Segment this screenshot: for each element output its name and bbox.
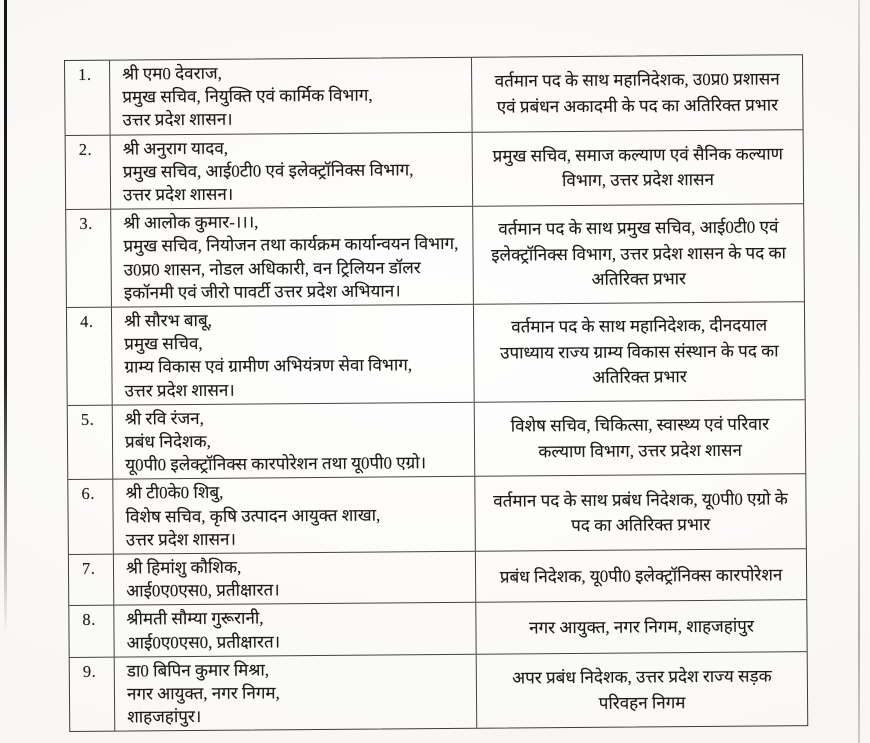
row-number: 9. [70,657,116,731]
officer-details [113,477,476,553]
detail-line: श्री सौरभ बाबू, [123,310,212,331]
detail-line: श्रीमती सौम्या गुरूरानी, [126,608,264,629]
detail-line: श्री हिमांशु कौशिक, [125,557,242,578]
detail-line: प्रमुख सचिव, नियोजन तथा कार्यक्रम कार्यान्वयन विभाग, [123,234,459,256]
detail-line: उ0प्र0 शासन, नोडल अधिकारी, वन ट्रिलियन डॉलर [123,257,421,280]
row-number: 8. [69,606,114,657]
row-number: 7. [69,555,114,606]
table-row [69,549,806,606]
detail-line: नगर आयुक्त, नगर निगम, [126,683,280,704]
table-row [68,475,806,555]
detail-line: शाहजहांपुर। [127,707,202,727]
officer-details [111,207,474,307]
detail-line: उत्तर प्रदेश शासन। [122,110,233,130]
assignment-details: प्रमुख सचिव, समाज कल्याण एवं सैनिक कल्याण विभाग, उत्तर प्रदेश शासन [492,144,783,191]
assignment-details: विशेष सचिव, चिकित्सा, स्वास्थ्य एवं परिवार कल्याण विभाग, उत्तर प्रदेश शासन [510,414,770,461]
detail-line: श्री अनुराग यादव, [122,138,229,159]
assignment-details: वर्तमान पद के साथ महानिदेशक, दीनदयाल उपाध्याय राज्य ग्राम्य विकास संस्थान के पद का अतिरिक्त प्रभार [500,315,779,388]
scan-artifact-left-line [4,0,7,634]
detail-line: प्रमुख सचिव, आई0टी0 एवं इलेक्ट्रॉनिक्स विभाग, [122,160,414,182]
detail-line: आई0ए0एस0, प्रतीक्षारत। [126,631,281,653]
assignment-details: अपर प्रबंध निदेशक, उत्तर प्रदेश राज्य सड़क परिवहन निगम [512,666,772,713]
officer-details [112,305,475,405]
assignment-details: प्रबंध निदेशक, यू0पी0 इलेक्ट्रॉनिक्स कारपोरेशन [499,564,783,587]
table-row [67,302,805,406]
table-row [70,652,808,731]
detail-line: डा0 बिपिन कुमार मिश्रा, [126,660,270,681]
assignment-details: वर्तमान पद के साथ महानिदेशक, उ0प्र0 प्रशासन एवं प्रबंधन अकादमी के पद का अतिरिक्त प्रभार [494,69,780,117]
detail-line: श्री एम0 देवराज, [122,63,222,84]
row-number: 5. [68,405,114,479]
assignment-details: वर्तमान पद के साथ प्रबंध निदेशक, यू0पी0 एग्रो के पद का अतिरिक्त प्रभार [493,489,788,536]
officials-table-body [65,55,807,731]
detail-line: उत्तर प्रदेश शासन। [124,380,235,401]
row-number: 6. [68,480,114,554]
table-row [65,55,803,135]
detail-line: श्री रवि रंजन, [124,408,204,429]
detail-line: उत्तर प्रदेश शासन। [125,529,236,550]
table-row [66,204,804,308]
table-row [69,601,806,658]
assignment-details: वर्तमान पद के साथ प्रमुख सचिव, आई0टी0 एवं इलेक्ट्रॉनिक्स विभाग, उत्तर प्रदेश शासन के पद का अतिरिक्त प्रभार [491,217,786,290]
row-number: 3. [66,210,112,307]
detail-line: ग्राम्य विकास एवं ग्रामीण अभियंत्रण सेवा विभाग, [124,355,413,377]
officer-details [114,552,476,605]
detail-line: विशेष सचिव, कृषि उत्पादन आयुक्त शाखा, [125,505,381,527]
officer-details [113,403,476,479]
table-row [66,130,804,210]
officer-details [114,603,476,656]
row-number: 1. [65,61,111,135]
row-number: 2. [66,135,112,209]
detail-line: प्रमुख सचिव, नियुक्ति एवं कार्मिक विभाग, [122,85,373,107]
detail-line: इकॉनमी एवं जीरो पावर्टी उत्तर प्रदेश अभियान। [123,281,401,303]
detail-line: उत्तर प्रदेश शासन। [122,184,234,205]
table-row [68,400,806,480]
officer-details [110,58,473,134]
detail-line: यू0पी0 इलेक्ट्रॉनिक्स कारपोरेशन तथा यू0पी0 एग्रो। [125,453,427,475]
page-edge-right-line [858,0,860,743]
detail-line: श्री आलोक कुमार-।।।, [123,212,259,233]
officials-table [64,54,808,732]
row-number: 4. [67,308,113,405]
officer-details [115,655,478,731]
detail-line: प्रमुख सचिव, [124,334,203,354]
detail-line: आई0ए0एस0, प्रतीक्षारत। [126,580,280,601]
assignment-details: नगर आयुक्त, नगर निगम, शाहजहांपुर [529,616,754,638]
officer-details [111,132,474,208]
detail-line: श्री टी0के0 शिबु, [125,483,224,503]
detail-line: प्रबंध निदेशक, [124,431,211,452]
